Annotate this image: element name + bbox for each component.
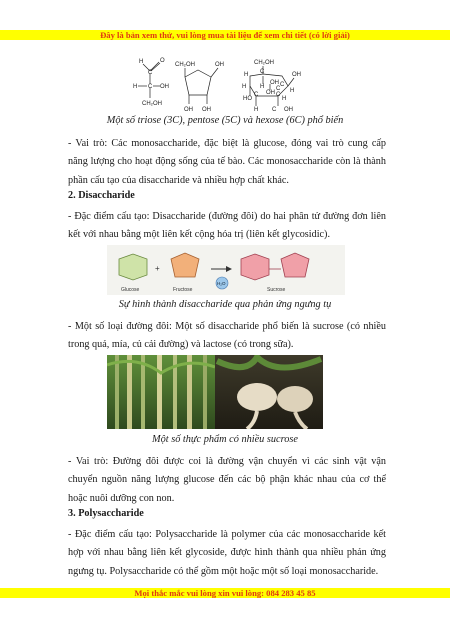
svg-text:C: C bbox=[272, 107, 277, 113]
svg-text:OH: OH bbox=[266, 90, 275, 96]
sucrose-foods-photo bbox=[107, 355, 323, 429]
svg-text:OH: OH bbox=[270, 80, 279, 86]
svg-text:H: H bbox=[260, 84, 265, 90]
para-disaccharide-structure: - Đặc điểm cấu tạo: Disaccharide (đường đôi) do hai phân tử đường đơn liên kết với nhau bằng một liên kết cộng hóa trị (liên kết glycosidic). bbox=[68, 211, 386, 241]
svg-text:H: H bbox=[133, 84, 138, 90]
glucose-ring bbox=[119, 254, 147, 280]
para-disaccharide-types: - Một số loại đường đôi: Một số disaccharide phổ biến là sucrose (có nhiều trong quả, mía, củ cải đường) và lactose (có trong sữa). bbox=[68, 321, 386, 351]
svg-text:C: C bbox=[276, 86, 281, 92]
contact-banner: Mọi thắc mắc vui lòng xin vui lòng: 084 283 45 85 bbox=[0, 588, 450, 598]
svg-text:C: C bbox=[260, 69, 265, 75]
heading-disaccharide: 2. Disaccharide bbox=[68, 190, 135, 201]
svg-text:H₂O: H₂O bbox=[217, 281, 226, 286]
svg-text:HO: HO bbox=[243, 96, 252, 102]
svg-text:+: + bbox=[155, 264, 160, 273]
svg-text:H: H bbox=[242, 84, 247, 90]
svg-text:OH: OH bbox=[202, 107, 211, 113]
sucrose-glucose-ring bbox=[241, 254, 269, 280]
para-disaccharide-role: - Vai trò: Đường đôi được coi là đường vận chuyển vì các sinh vật vận chuyển nguồn năng lượng glucose đến các bộ phận khác nhau của cơ thể hoặc nuôi dưỡng con non. bbox=[68, 456, 386, 504]
svg-text:H: H bbox=[290, 88, 295, 94]
figure2-caption: Sự hình thành disaccharide qua phản ứng ngưng tụ bbox=[118, 299, 332, 310]
svg-text:CH₂OH: CH₂OH bbox=[142, 101, 162, 107]
svg-text:C: C bbox=[148, 70, 153, 76]
fructose-label: Fructose bbox=[173, 287, 193, 293]
glucose-label: Glucose bbox=[121, 287, 140, 293]
figure3-caption: Một số thực phẩm có nhiều sucrose bbox=[152, 434, 298, 445]
svg-text:H: H bbox=[254, 107, 259, 113]
sugarcane-photo bbox=[107, 355, 215, 429]
preview-banner: Đây là bản xem thử, vui lòng mua tài liệu để xem chi tiết (có lời giải) bbox=[0, 30, 450, 40]
svg-text:O: O bbox=[160, 58, 165, 64]
para-polysaccharide-structure: - Đặc điểm cấu tạo: Polysaccharide là polymer của các monosaccharide kết hợp với nhau bằng liên kết glycoside, được hình thành qua nhiều phản ứng ngưng tụ. Polysaccharide có thể gồm một hoặc một số loại monosaccharide. bbox=[68, 529, 386, 577]
sugar-beet-photo bbox=[215, 355, 323, 429]
svg-text:OH: OH bbox=[184, 107, 193, 113]
monosaccharide-structures-figure bbox=[130, 54, 330, 116]
svg-text:OH: OH bbox=[215, 62, 224, 68]
hexose-label: CH₂OH bbox=[254, 60, 274, 66]
svg-text:H: H bbox=[244, 72, 249, 78]
svg-text:OH: OH bbox=[284, 107, 293, 113]
svg-text:OH: OH bbox=[160, 84, 169, 90]
para-mono-role: - Vai trò: Các monosaccharide, đặc biệt là glucose, đóng vai trò cung cấp năng lượng cho hoạt động sống của tế bào. Các monosaccharide còn là thành phần cấu tạo của disaccharide và nhiều hợp chất khác. bbox=[68, 138, 386, 186]
triose-label: H bbox=[139, 59, 144, 65]
heading-polysaccharide: 3. Polysaccharide bbox=[68, 508, 144, 519]
pentose-label: CH₂OH bbox=[175, 62, 195, 68]
svg-text:C: C bbox=[148, 84, 153, 90]
condensation-reaction-figure bbox=[107, 245, 345, 295]
svg-text:C: C bbox=[254, 92, 259, 98]
svg-text:OH: OH bbox=[292, 72, 301, 78]
figure1-caption: Một số triose (3C), pentose (5C) và hexose (6C) phổ biến bbox=[106, 115, 344, 126]
svg-text:C: C bbox=[276, 92, 281, 98]
svg-text:H: H bbox=[282, 96, 287, 102]
sucrose-label: Sucrose bbox=[267, 287, 286, 293]
svg-text:C: C bbox=[280, 82, 285, 88]
